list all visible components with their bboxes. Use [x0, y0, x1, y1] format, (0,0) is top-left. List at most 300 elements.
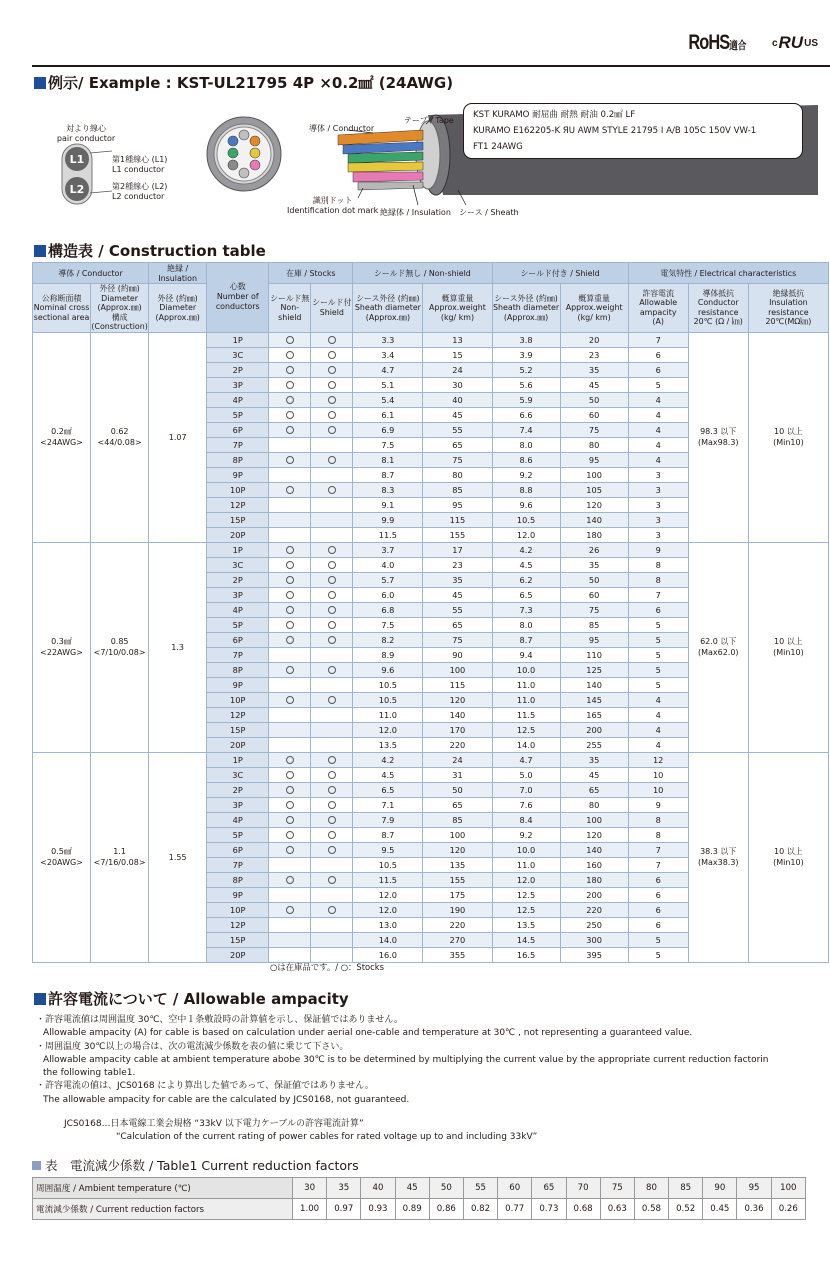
ns-diameter-cell: 11.0 — [353, 707, 423, 722]
ampacity-cell: 10 — [628, 767, 688, 782]
stock-nonshield-cell — [269, 332, 311, 347]
cores-cell: 9P — [207, 467, 269, 482]
header-logos — [672, 24, 818, 62]
stock-shield-cell — [311, 557, 353, 572]
stock-circle-icon — [286, 456, 294, 464]
s-diameter-cell: 11.0 — [492, 857, 560, 872]
stock-circle-icon — [328, 366, 336, 374]
ampacity-cell: 5 — [628, 677, 688, 692]
stock-nonshield-cell — [269, 467, 311, 482]
ampacity-line: Allowable ampacity cable at ambient temperature abobe 30℃ is to be determined by multiplying the current value by the appropriate current reduction factorin — [43, 1054, 769, 1065]
s-diameter-cell: 13.5 — [492, 917, 560, 932]
stock-nonshield-cell — [269, 512, 311, 527]
stock-circle-icon — [286, 906, 294, 914]
temperature-row-label: 周囲温度 / Ambient temperature (℃) — [33, 1178, 293, 1199]
ampacity-cell: 4 — [628, 692, 688, 707]
s-diameter-cell: 7.3 — [492, 602, 560, 617]
stock-circle-icon — [286, 576, 294, 584]
stock-nonshield-cell — [269, 392, 311, 407]
ampacity-line: Allowable ampacity (A) for cable is based on calculation under aerial one-cable and temperature at 30℃ , not representing a guaranteed value. — [43, 1028, 693, 1039]
stock-shield-cell — [311, 692, 353, 707]
ampacity-cell: 5 — [628, 617, 688, 632]
table-row — [33, 752, 829, 767]
ampacity-cell: 7 — [628, 332, 688, 347]
ampacity-cell: 5 — [628, 947, 688, 962]
ns-weight-cell: 30 — [423, 377, 492, 392]
s-diameter-cell: 12.5 — [492, 722, 560, 737]
stock-circle-icon — [286, 546, 294, 554]
ns-weight-cell: 31 — [423, 767, 492, 782]
stock-circle-icon — [286, 381, 294, 389]
stock-shield-cell — [311, 452, 353, 467]
temperature-cell: 95 — [737, 1178, 771, 1199]
stock-circle-icon — [328, 381, 336, 389]
ampacity-cell: 6 — [628, 362, 688, 377]
s-diameter-cell: 5.6 — [492, 377, 560, 392]
cores-cell: 7P — [207, 647, 269, 662]
cores-cell: 3C — [207, 557, 269, 572]
stock-shield-cell — [311, 377, 353, 392]
stock-circle-icon — [328, 591, 336, 599]
ns-diameter-cell: 6.1 — [353, 407, 423, 422]
ampacity-cell: 8 — [628, 557, 688, 572]
stock-shield-cell — [311, 407, 353, 422]
temperature-cell: 60 — [498, 1178, 532, 1199]
area-cell: 0.2㎟ <24AWG> — [33, 332, 91, 542]
factor-cell: 0.58 — [634, 1199, 668, 1220]
cores-cell: 20P — [207, 737, 269, 752]
ns-diameter-cell: 9.9 — [353, 512, 423, 527]
s-weight-cell: 140 — [560, 677, 628, 692]
cond-resistance-cell: 38.3 以下 (Max38.3) — [688, 752, 748, 962]
stock-circle-icon — [286, 831, 294, 839]
temperature-cell: 85 — [669, 1178, 703, 1199]
stock-nonshield-cell — [269, 692, 311, 707]
factor-cell: 0.68 — [566, 1199, 600, 1220]
section-square-icon — [34, 245, 46, 257]
s-weight-cell: 100 — [560, 812, 628, 827]
head-ins-resistance: 絶縁抵抗 Insulation resistance 20℃(MΩ㎞) — [748, 284, 828, 333]
s-diameter-cell: 10.0 — [492, 842, 560, 857]
stock-circle-icon — [286, 846, 294, 854]
cores-cell: 4P — [207, 812, 269, 827]
stock-shield-cell — [311, 797, 353, 812]
s-diameter-cell: 12.0 — [492, 527, 560, 542]
stock-circle-icon — [328, 351, 336, 359]
stock-nonshield-cell — [269, 452, 311, 467]
s-weight-cell: 35 — [560, 752, 628, 767]
s-diameter-cell: 10.0 — [492, 662, 560, 677]
cores-cell: 7P — [207, 857, 269, 872]
ampacity-cell: 5 — [628, 662, 688, 677]
cores-cell: 20P — [207, 527, 269, 542]
table-square-icon — [32, 1161, 41, 1170]
stock-shield-cell — [311, 932, 353, 947]
s-diameter-cell: 8.0 — [492, 617, 560, 632]
ns-weight-cell: 24 — [423, 362, 492, 377]
cores-cell: 3P — [207, 377, 269, 392]
temperature-cell: 80 — [634, 1178, 668, 1199]
temperature-cell: 40 — [361, 1178, 395, 1199]
stock-shield-cell — [311, 467, 353, 482]
ampacity-cell: 7 — [628, 587, 688, 602]
stock-nonshield-cell — [269, 482, 311, 497]
ns-diameter-cell: 7.1 — [353, 797, 423, 812]
s-weight-cell: 395 — [560, 947, 628, 962]
stock-circle-icon — [286, 621, 294, 629]
ampacity-cell: 8 — [628, 827, 688, 842]
ampacity-cell: 4 — [628, 407, 688, 422]
stock-shield-cell — [311, 842, 353, 857]
temperature-cell: 100 — [771, 1178, 805, 1199]
ns-weight-cell: 190 — [423, 902, 492, 917]
head-conductor: 導体 / Conductor — [33, 263, 149, 284]
stock-nonshield-cell — [269, 857, 311, 872]
stock-circle-icon — [286, 771, 294, 779]
s-diameter-cell: 7.0 — [492, 782, 560, 797]
factor-cell: 0.73 — [532, 1199, 566, 1220]
ns-weight-cell: 155 — [423, 527, 492, 542]
stock-shield-cell — [311, 677, 353, 692]
ampacity-cell: 4 — [628, 452, 688, 467]
ns-diameter-cell: 6.0 — [353, 587, 423, 602]
cores-cell: 8P — [207, 662, 269, 677]
ns-diameter-cell: 7.9 — [353, 812, 423, 827]
cores-cell: 12P — [207, 707, 269, 722]
stock-nonshield-cell — [269, 827, 311, 842]
s-diameter-cell: 16.5 — [492, 947, 560, 962]
head-ampacity: 許容電流 Allowable ampacity (A) — [628, 284, 688, 333]
head-s-weight: 概算重量 Approx.weight (kg/ km) — [560, 284, 628, 333]
cores-cell: 3P — [207, 797, 269, 812]
cores-cell: 4P — [207, 392, 269, 407]
stock-circle-icon — [286, 426, 294, 434]
stock-nonshield-cell — [269, 752, 311, 767]
area-cell: 0.5㎟ <20AWG> — [33, 752, 91, 962]
ns-weight-cell: 40 — [423, 392, 492, 407]
head-electrical: 電気特性 / Electrical characteristics — [628, 263, 828, 284]
factor-cell: 0.89 — [395, 1199, 429, 1220]
s-weight-cell: 75 — [560, 602, 628, 617]
s-weight-cell: 65 — [560, 782, 628, 797]
stock-circle-icon — [286, 486, 294, 494]
s-diameter-cell: 11.0 — [492, 692, 560, 707]
s-weight-cell: 95 — [560, 452, 628, 467]
head-shield: シールド付き / Shield — [492, 263, 628, 284]
l1-text: L1 — [69, 153, 85, 166]
ns-weight-cell: 24 — [423, 752, 492, 767]
ampacity-line: The allowable ampacity for cable are the calculated by JCS0168, not guaranteed. — [43, 1094, 410, 1105]
ins-resistance-cell: 10 以上 (Min10) — [748, 542, 828, 752]
ns-weight-cell: 55 — [423, 422, 492, 437]
ins-diameter-cell: 1.07 — [149, 332, 207, 542]
s-diameter-cell: 8.0 — [492, 437, 560, 452]
cores-cell: 12P — [207, 917, 269, 932]
ampacity-cell: 5 — [628, 377, 688, 392]
stock-shield-cell — [311, 482, 353, 497]
l1-label: 第1種線心 (L1) L1 conductor — [112, 155, 168, 174]
table1-title: 表 電流減少係数 / Table1 Current reduction factors — [32, 1156, 359, 1174]
cores-cell: 1P — [207, 542, 269, 557]
temperature-cell: 30 — [293, 1178, 327, 1199]
cores-cell: 4P — [207, 602, 269, 617]
stock-circle-icon — [328, 906, 336, 914]
ns-weight-cell: 155 — [423, 872, 492, 887]
diameter-cell: 1.1 <7/16/0.08> — [91, 752, 149, 962]
ampacity-line: ・許容電流値は周囲温度 30℃、空中１条敷設時の計算値を示し、保証値ではありません。 — [36, 1015, 403, 1025]
ns-diameter-cell: 12.0 — [353, 902, 423, 917]
insulation-label: 絶縁体 / Insulation — [380, 208, 451, 217]
s-diameter-cell: 8.7 — [492, 632, 560, 647]
stock-nonshield-cell — [269, 662, 311, 677]
s-diameter-cell: 6.5 — [492, 587, 560, 602]
stock-circle-icon — [328, 696, 336, 704]
cores-cell: 1P — [207, 332, 269, 347]
s-diameter-cell: 8.6 — [492, 452, 560, 467]
cores-cell: 9P — [207, 887, 269, 902]
ns-diameter-cell: 8.7 — [353, 467, 423, 482]
pair-label: 対より線心 pair conductor — [56, 124, 116, 143]
ns-diameter-cell: 7.5 — [353, 437, 423, 452]
table-row — [33, 332, 829, 347]
cores-cell: 9P — [207, 677, 269, 692]
ns-weight-cell: 220 — [423, 737, 492, 752]
area-cell: 0.3㎟ <22AWG> — [33, 542, 91, 752]
s-weight-cell: 80 — [560, 797, 628, 812]
s-diameter-cell: 6.6 — [492, 407, 560, 422]
s-diameter-cell: 7.4 — [492, 422, 560, 437]
jcs-note: JCS0168…日本電線工業会規格 “33kV 以下電力ケーブルの許容電流計算” “Calculation of the current rating of power cables for rated voltage up to and including 33kV” — [64, 1119, 538, 1142]
s-diameter-cell: 12.5 — [492, 902, 560, 917]
ns-weight-cell: 75 — [423, 452, 492, 467]
cores-cell: 10P — [207, 902, 269, 917]
l2-label: 第2種線心 (L2) L2 conductor — [112, 182, 168, 201]
s-diameter-cell: 11.5 — [492, 707, 560, 722]
ns-diameter-cell: 16.0 — [353, 947, 423, 962]
reduction-table — [32, 1177, 806, 1220]
stock-circle-icon — [286, 636, 294, 644]
stock-shield-cell — [311, 827, 353, 842]
s-weight-cell: 160 — [560, 857, 628, 872]
cores-cell: 10P — [207, 692, 269, 707]
s-weight-cell: 105 — [560, 482, 628, 497]
ampacity-cell: 4 — [628, 737, 688, 752]
ns-weight-cell: 45 — [423, 407, 492, 422]
stock-circle-icon — [328, 831, 336, 839]
stock-shield-cell — [311, 857, 353, 872]
l2-text: L2 — [69, 183, 85, 196]
cores-cell: 3C — [207, 767, 269, 782]
stock-shield-cell — [311, 617, 353, 632]
s-diameter-cell: 10.5 — [492, 512, 560, 527]
head-area: 公称断面積 Nominal cross sectional area — [33, 284, 91, 333]
ampacity-cell: 4 — [628, 422, 688, 437]
ns-diameter-cell: 11.5 — [353, 872, 423, 887]
ns-diameter-cell: 7.5 — [353, 617, 423, 632]
construction-title: 構造表 / Construction table — [34, 240, 266, 261]
cond-resistance-cell: 62.0 以下 (Max62.0) — [688, 542, 748, 752]
factor-cell: 0.97 — [327, 1199, 361, 1220]
stock-nonshield-cell — [269, 902, 311, 917]
stock-shield-cell — [311, 332, 353, 347]
stock-nonshield-cell — [269, 647, 311, 662]
stock-nonshield-cell — [269, 347, 311, 362]
stock-nonshield-cell — [269, 722, 311, 737]
s-diameter-cell: 9.4 — [492, 647, 560, 662]
temperature-cell: 75 — [600, 1178, 634, 1199]
stock-circle-icon — [328, 606, 336, 614]
head-cores: 心数 Number of conductors — [207, 263, 269, 333]
ns-diameter-cell: 13.5 — [353, 737, 423, 752]
ns-weight-cell: 13 — [423, 332, 492, 347]
s-diameter-cell: 5.0 — [492, 767, 560, 782]
ns-weight-cell: 15 — [423, 347, 492, 362]
ampacity-line: ・周囲温度 30℃以上の場合は、次の電流減少係数を表の値に乗じて下さい。 — [36, 1041, 349, 1052]
ns-diameter-cell: 8.7 — [353, 827, 423, 842]
example-title: 例示/ Example : KST-UL21795 4P ×0.2㎟ (24AWG) — [34, 72, 453, 93]
s-weight-cell: 100 — [560, 467, 628, 482]
cores-cell: 8P — [207, 452, 269, 467]
head-cond-resistance: 導体抵抗 Conductor resistance 20℃ (Ω / ㎞) — [688, 284, 748, 333]
ns-diameter-cell: 3.4 — [353, 347, 423, 362]
stock-circle-icon — [286, 411, 294, 419]
ns-diameter-cell: 12.0 — [353, 722, 423, 737]
cores-cell: 15P — [207, 722, 269, 737]
s-weight-cell: 180 — [560, 872, 628, 887]
cores-cell: 6P — [207, 632, 269, 647]
s-weight-cell: 120 — [560, 827, 628, 842]
stock-nonshield-cell — [269, 707, 311, 722]
ns-diameter-cell: 9.6 — [353, 662, 423, 677]
stock-shield-cell — [311, 872, 353, 887]
ampacity-cell: 5 — [628, 632, 688, 647]
stock-nonshield-cell — [269, 887, 311, 902]
stock-nonshield-cell — [269, 542, 311, 557]
stock-nonshield-cell — [269, 572, 311, 587]
head-stock-shield: シールド付 Shield — [311, 284, 353, 333]
factor-cell: 0.52 — [669, 1199, 703, 1220]
stock-shield-cell — [311, 422, 353, 437]
s-weight-cell: 125 — [560, 662, 628, 677]
stock-shield-cell — [311, 947, 353, 962]
ampacity-title: 許容電流について / Allowable ampacity — [34, 988, 349, 1009]
stock-circle-icon — [286, 816, 294, 824]
ns-weight-cell: 85 — [423, 812, 492, 827]
ampacity-cell: 3 — [628, 482, 688, 497]
stock-shield-cell — [311, 767, 353, 782]
rohs-logo: RoHS適合 — [687, 31, 746, 54]
head-ns-weight: 概算重量 Approx.weight (kg/ km) — [423, 284, 492, 333]
s-weight-cell: 200 — [560, 887, 628, 902]
factor-cell: 0.45 — [703, 1199, 737, 1220]
temperature-cell: 70 — [566, 1178, 600, 1199]
stock-shield-cell — [311, 497, 353, 512]
stock-shield-cell — [311, 587, 353, 602]
stock-circle-icon — [286, 606, 294, 614]
s-weight-cell: 26 — [560, 542, 628, 557]
head-nonshield: シールド無し / Non-shield — [353, 263, 492, 284]
ampacity-cell: 3 — [628, 512, 688, 527]
ns-diameter-cell: 3.7 — [353, 542, 423, 557]
stock-circle-icon — [286, 786, 294, 794]
temperature-cell: 55 — [463, 1178, 497, 1199]
ns-weight-cell: 65 — [423, 797, 492, 812]
factor-cell: 0.77 — [498, 1199, 532, 1220]
s-diameter-cell: 14.0 — [492, 737, 560, 752]
ampacity-cell: 6 — [628, 602, 688, 617]
ns-diameter-cell: 3.3 — [353, 332, 423, 347]
ns-weight-cell: 140 — [423, 707, 492, 722]
s-diameter-cell: 12.0 — [492, 872, 560, 887]
s-diameter-cell: 3.9 — [492, 347, 560, 362]
head-ns-diameter: シース外径 (約㎜) Sheath diameter (Approx.㎜) — [353, 284, 423, 333]
s-weight-cell: 95 — [560, 632, 628, 647]
stock-nonshield-cell — [269, 377, 311, 392]
ins-diameter-cell: 1.3 — [149, 542, 207, 752]
s-diameter-cell: 11.0 — [492, 677, 560, 692]
s-weight-cell: 35 — [560, 362, 628, 377]
stock-shield-cell — [311, 902, 353, 917]
temperature-cell: 90 — [703, 1178, 737, 1199]
ampacity-cell: 3 — [628, 467, 688, 482]
ns-diameter-cell: 6.8 — [353, 602, 423, 617]
ns-weight-cell: 35 — [423, 572, 492, 587]
cores-cell: 20P — [207, 947, 269, 962]
stock-circle-icon — [286, 351, 294, 359]
cores-cell: 12P — [207, 497, 269, 512]
stock-circle-icon — [328, 756, 336, 764]
ns-diameter-cell: 8.2 — [353, 632, 423, 647]
s-weight-cell: 110 — [560, 647, 628, 662]
stock-nonshield-cell — [269, 842, 311, 857]
s-weight-cell: 200 — [560, 722, 628, 737]
stock-shield-cell — [311, 812, 353, 827]
ns-weight-cell: 75 — [423, 632, 492, 647]
s-diameter-cell: 4.2 — [492, 542, 560, 557]
s-weight-cell: 50 — [560, 572, 628, 587]
ns-weight-cell: 115 — [423, 677, 492, 692]
temperature-cell: 45 — [395, 1178, 429, 1199]
ins-resistance-cell: 10 以上 (Min10) — [748, 332, 828, 542]
dot-label: 識別ドット Identification dot mark — [287, 196, 379, 215]
cores-cell: 5P — [207, 827, 269, 842]
s-weight-cell: 145 — [560, 692, 628, 707]
s-diameter-cell: 3.8 — [492, 332, 560, 347]
cross-section-diagram — [205, 115, 283, 193]
s-diameter-cell: 7.6 — [492, 797, 560, 812]
ns-diameter-cell: 10.5 — [353, 857, 423, 872]
head-ins-diameter: 外径 (約㎜) Diameter (Approx.㎜) — [149, 284, 207, 333]
cores-cell: 8P — [207, 872, 269, 887]
s-diameter-cell: 8.4 — [492, 812, 560, 827]
ampacity-cell: 6 — [628, 347, 688, 362]
stock-shield-cell — [311, 392, 353, 407]
factor-cell: 0.93 — [361, 1199, 395, 1220]
ampacity-cell: 12 — [628, 752, 688, 767]
ns-weight-cell: 85 — [423, 482, 492, 497]
ampacity-cell: 6 — [628, 917, 688, 932]
s-diameter-cell: 8.8 — [492, 482, 560, 497]
cores-cell: 5P — [207, 617, 269, 632]
ns-weight-cell: 170 — [423, 722, 492, 737]
s-diameter-cell: 5.9 — [492, 392, 560, 407]
stock-circle-icon — [328, 426, 336, 434]
ns-diameter-cell: 9.1 — [353, 497, 423, 512]
stock-nonshield-cell — [269, 437, 311, 452]
stock-shield-cell — [311, 527, 353, 542]
s-weight-cell: 35 — [560, 557, 628, 572]
ampacity-cell: 4 — [628, 722, 688, 737]
